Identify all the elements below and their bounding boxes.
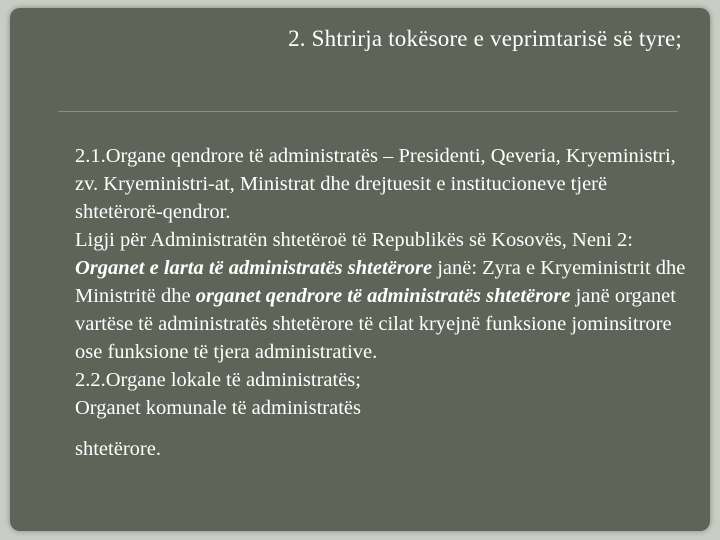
bullet-item	[54, 226, 690, 366]
bullet-text: Ligji për Administratën shtetëroë të Republikës së Kosovës, Neni 2:	[75, 229, 633, 251]
bullet-item	[54, 142, 690, 226]
bullet-list	[54, 142, 690, 463]
slide	[10, 8, 710, 531]
bullet-emphasis: organet qendrore të administratës shtetërore	[195, 285, 571, 307]
bullet-item	[54, 435, 690, 463]
bullet-text: janë organet vartëse të administratës shtetërore të cilat kryejnë funksione jominsitrore ose funksione të tjera administrative.	[75, 285, 676, 363]
title-divider	[58, 111, 678, 112]
bullet-text: shtetërore.	[75, 438, 161, 460]
bullet-item	[54, 366, 690, 394]
bullet-item	[54, 394, 690, 422]
bullet-text: Organet komunale të administratës	[75, 397, 361, 419]
slide-title: 2. Shtrirja tokësore e veprimtarisë së tyre;	[288, 26, 682, 51]
bullet-emphasis: Organet e larta të administratës shtetërore	[75, 257, 433, 279]
bullet-text: 2.2.Organe lokale të administratës;	[75, 369, 361, 391]
bullet-text: janë: Zyra e Kryeministrit dhe Ministritë dhe	[75, 257, 686, 307]
bullet-text: 2.1.Organe qendrore të administratës – Presidenti, Qeveria, Kryeministri, zv. Kryeministri-at, Ministrat dhe drejtuesit e institucioneve tjerë shtetërorë-qendror.	[75, 145, 676, 223]
